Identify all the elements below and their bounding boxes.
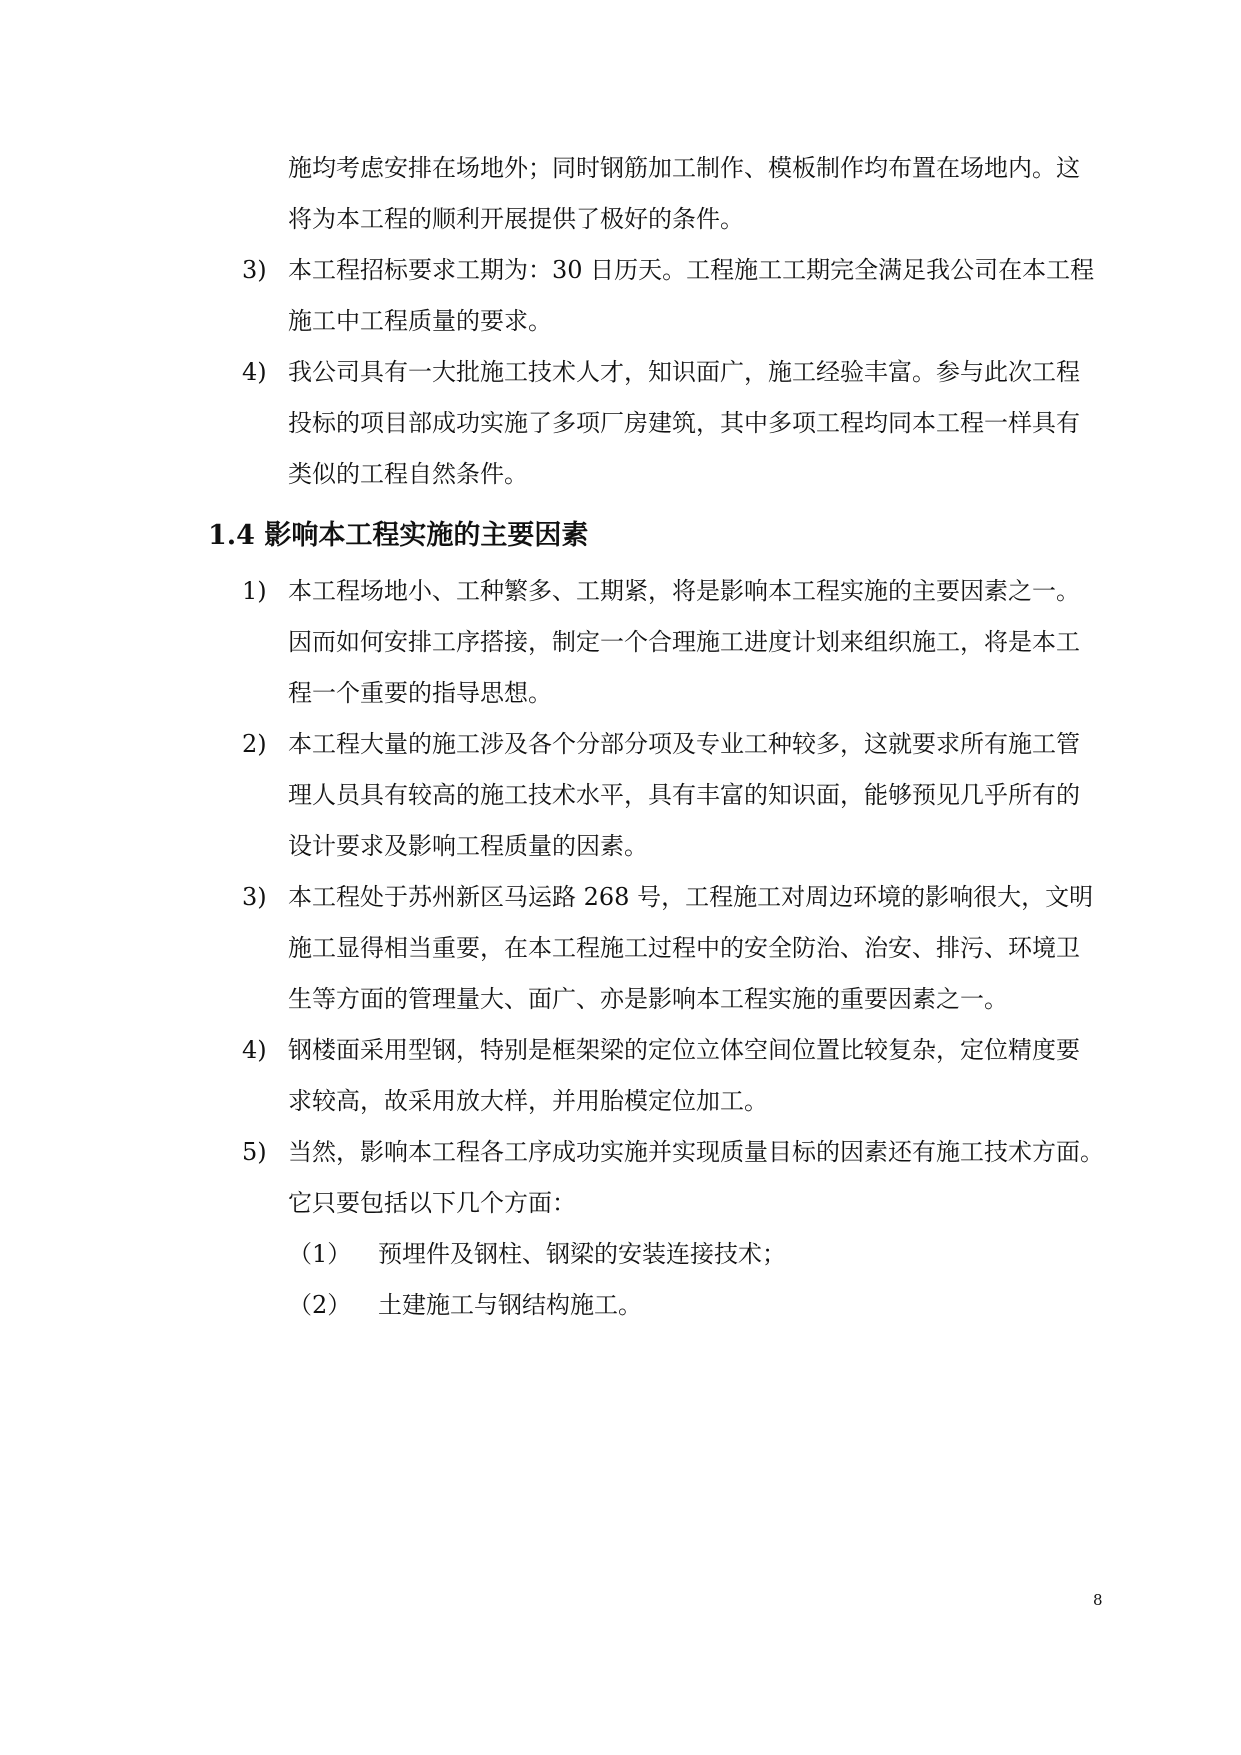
list-item-text: 本工程处于苏州新区马运路 268 号，工程施工对周边环境的影响很大，文明 xyxy=(288,883,1094,911)
list-item-number: 4) xyxy=(242,358,267,386)
list-item-text-line: 理人员具有较高的施工技术水平，具有丰富的知识面，能够预见几乎所有的 xyxy=(288,781,1080,809)
list-item-number: 5) xyxy=(242,1138,267,1166)
list-item-number: 1) xyxy=(242,577,267,605)
list-item-text: 本工程大量的施工涉及各个分部分项及专业工种较多，这就要求所有施工管 xyxy=(288,730,1080,758)
page-number: 8 xyxy=(1093,1591,1103,1609)
sub-item-text: 预埋件及钢柱、钢梁的安装连接技术； xyxy=(378,1240,786,1268)
list-item-text-line: 程一个重要的指导思想。 xyxy=(288,679,552,707)
list-item-text-line: 生等方面的管理量大、面广、亦是影响本工程实施的重要因素之一。 xyxy=(288,985,1008,1013)
sub-item-number: （1） xyxy=(288,1240,352,1268)
list-item-text-line: 因而如何安排工序搭接，制定一个合理施工进度计划来组织施工，将是本工 xyxy=(288,628,1080,656)
sub-item-1 xyxy=(0,1229,1241,1280)
paragraph-continuation-line: 施均考虑安排在场地外；同时钢筋加工制作、模板制作均布置在场地内。这 xyxy=(288,154,1080,182)
list-item-text: 钢楼面采用型钢，特别是框架梁的定位立体空间位置比较复杂，定位精度要 xyxy=(288,1036,1080,1064)
list-item-text-line: 它只要包括以下几个方面： xyxy=(288,1189,576,1217)
list-item-text-line: 求较高，故采用放大样，并用胎模定位加工。 xyxy=(288,1087,768,1115)
list-item-text-line: 施工中工程质量的要求。 xyxy=(288,307,552,335)
list-item-text-line: 设计要求及影响工程质量的因素。 xyxy=(288,832,648,860)
list-item-number: 3) xyxy=(242,883,267,911)
page-content xyxy=(0,143,1241,1331)
list-item-number: 4) xyxy=(242,1036,267,1064)
list-item-text: 本工程招标要求工期为：30 日历天。工程施工工期完全满足我公司在本工程 xyxy=(288,256,1095,284)
list-item-text: 我公司具有一大批施工技术人才，知识面广，施工经验丰富。参与此次工程 xyxy=(288,358,1080,386)
section-item-5 xyxy=(0,1127,1241,1178)
list-item-3 xyxy=(0,245,1241,296)
sub-item-number: （2） xyxy=(288,1291,352,1319)
section-item-3 xyxy=(0,872,1241,923)
list-item-text-line: 施工显得相当重要，在本工程施工过程中的安全防治、治安、排污、环境卫 xyxy=(288,934,1080,962)
list-item-4 xyxy=(0,347,1241,398)
sub-item-2 xyxy=(0,1280,1241,1331)
list-item-text: 本工程场地小、工种繁多、工期紧，将是影响本工程实施的主要因素之一。 xyxy=(288,577,1080,605)
section-heading: 1.4 影响本工程实施的主要因素 xyxy=(208,520,589,551)
list-item-text: 当然，影响本工程各工序成功实施并实现质量目标的因素还有施工技术方面。 xyxy=(288,1138,1104,1166)
section-item-1 xyxy=(0,566,1241,617)
list-item-number: 2) xyxy=(242,730,267,758)
list-item-text-line: 类似的工程自然条件。 xyxy=(288,460,528,488)
sub-item-text: 土建施工与钢结构施工。 xyxy=(378,1291,642,1319)
section-item-4 xyxy=(0,1025,1241,1076)
list-item-number: 3) xyxy=(242,256,267,284)
list-item-text-line: 投标的项目部成功实施了多项厂房建筑，其中多项工程均同本工程一样具有 xyxy=(288,409,1080,437)
paragraph-continuation-line: 将为本工程的顺利开展提供了极好的条件。 xyxy=(288,205,744,233)
section-item-2 xyxy=(0,719,1241,770)
